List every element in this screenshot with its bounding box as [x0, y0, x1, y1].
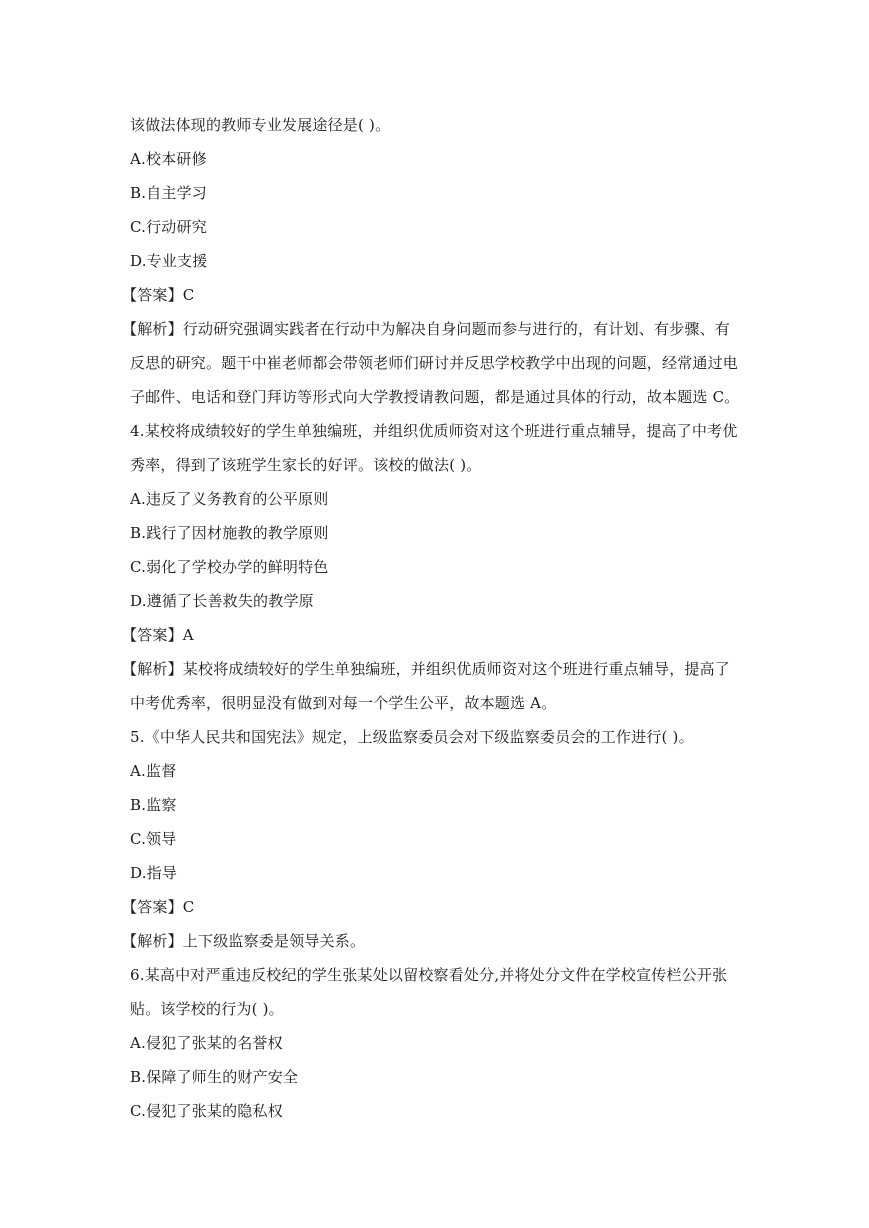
answer-label: 【答案】A — [122, 626, 194, 644]
analysis-line: 【解析】某校将成绩较好的学生单独编班，并组织优质师资对这个班进行重点辅导，提高了 — [122, 660, 731, 678]
question-4-stem: 4.某校将成绩较好的学生单独编班，并组织优质师资对这个班进行重点辅导，提高了中考优 — [130, 422, 738, 440]
option-a: A.校本研修 — [130, 150, 207, 168]
question-5-stem: 5.《中华人民共和国宪法》规定，上级监察委员会对下级监察委员会的工作进行( )。 — [130, 728, 694, 746]
question-stem-continued: 该做法体现的教师专业发展途径是( )。 — [130, 116, 391, 134]
option-b: B.监察 — [130, 796, 177, 814]
option-d: D.遵循了长善救失的教学原 — [130, 592, 314, 610]
analysis-line: 【解析】行动研究强调实践者在行动中为解决自身问题而参与进行的，有计划、有步骤、有 — [122, 320, 731, 338]
answer-label: 【答案】C — [122, 286, 195, 304]
option-d: D.指导 — [130, 864, 178, 882]
option-b: B.自主学习 — [130, 184, 207, 202]
option-a: A.监督 — [130, 762, 177, 780]
option-c: C.行动研究 — [130, 218, 207, 236]
answer-label: 【答案】C — [122, 898, 195, 916]
option-b: B.保障了师生的财产安全 — [130, 1068, 299, 1086]
option-a: A.违反了义务教育的公平原则 — [130, 490, 329, 508]
question-6-stem: 贴。该学校的行为( )。 — [130, 1000, 284, 1018]
option-c: C.领导 — [130, 830, 177, 848]
option-b: B.践行了因材施教的教学原则 — [130, 524, 329, 542]
analysis-line: 子邮件、电话和登门拜访等形式向大学教授请教问题，都是通过具体的行动，故本题选 C。 — [130, 388, 740, 406]
analysis-line: 中考优秀率，很明显没有做到对每一个学生公平，故本题选 A。 — [130, 694, 557, 712]
option-c: C.侵犯了张某的隐私权 — [130, 1102, 283, 1120]
question-4-stem: 秀率，得到了该班学生家长的好评。该校的做法( )。 — [130, 456, 482, 474]
option-c: C.弱化了学校办学的鲜明特色 — [130, 558, 329, 576]
option-a: A.侵犯了张某的名誉权 — [130, 1034, 283, 1052]
question-6-stem: 6.某高中对严重违反校纪的学生张某处以留校察看处分,并将处分文件在学校宣传栏公开张 — [130, 966, 728, 984]
analysis-line: 【解析】上下级监察委是领导关系。 — [122, 932, 366, 950]
option-d: D.专业支援 — [130, 252, 208, 270]
analysis-line: 反思的研究。题干中崔老师都会带领老师们研讨并反思学校教学中出现的问题，经常通过电 — [130, 354, 739, 372]
document-body — [122, 108, 740, 1128]
